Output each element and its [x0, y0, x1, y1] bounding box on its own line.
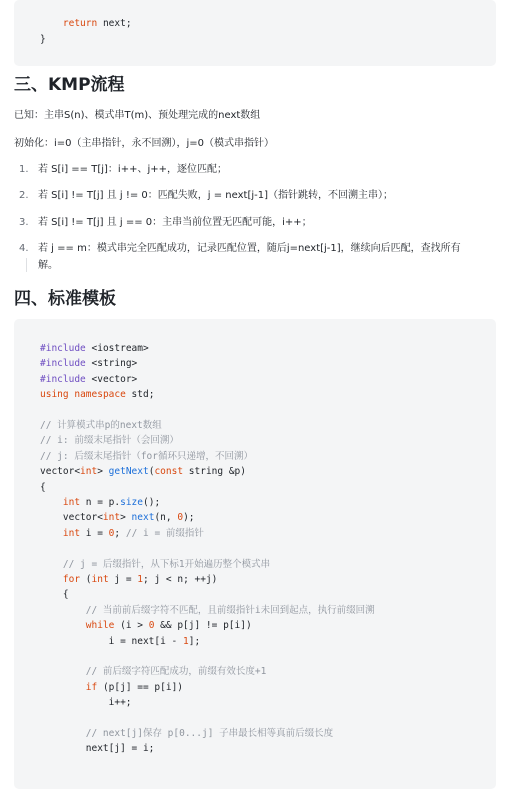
code-line	[40, 358, 137, 370]
code-line	[40, 620, 252, 632]
code-token: #include	[40, 358, 86, 370]
code-line	[40, 497, 160, 509]
code-token: }	[40, 33, 46, 45]
code-line	[40, 682, 183, 694]
code-token: if	[85, 681, 98, 693]
code-line	[40, 466, 246, 478]
code-token	[40, 574, 63, 585]
code-token: while	[85, 620, 115, 632]
code-token: n = p.	[80, 497, 121, 508]
code-token: 0	[177, 512, 184, 524]
code-token: >	[120, 512, 132, 524]
list-item-continuation: 解。	[38, 260, 58, 271]
code-block-main	[14, 319, 496, 789]
code-token: // j = 后缀指针，从下标1开始遍历整个模式串	[62, 558, 271, 570]
code-token: // 前后缀字符匹配成功，前缀有效长度+1	[85, 666, 267, 678]
code-line	[40, 697, 132, 709]
code-token: 0	[148, 620, 155, 632]
code-line	[40, 666, 266, 678]
code-token: >	[97, 466, 109, 478]
code-token: (i >	[114, 620, 149, 632]
code-token: i =	[80, 527, 109, 539]
init-paragraph: 初始化：i=0（主串指针，永不回溯），j=0（模式串指针）	[14, 138, 275, 149]
code-token: // 计算模式串p的next数组	[40, 420, 162, 431]
code-token: ();	[143, 497, 161, 508]
code-token: // i: 前缀末尾指针（会回溯）	[40, 435, 179, 447]
code-token: #include	[40, 373, 86, 385]
code-token	[40, 605, 86, 616]
code-token: int	[62, 497, 81, 508]
code-token: 0	[108, 527, 115, 539]
code-token: (p[j] == p[i])	[97, 681, 184, 693]
code-token: namespace	[74, 389, 126, 401]
code-token: const	[154, 466, 184, 478]
code-token: int	[91, 574, 109, 585]
code-line	[40, 420, 162, 432]
code-token: int	[102, 512, 121, 524]
code-token: int	[80, 466, 98, 478]
list-item: 若 S[i] == T[j]：i++、j++，逐位匹配；	[38, 164, 227, 175]
code-token: 1	[183, 635, 189, 647]
code-token: string &p)	[183, 466, 246, 478]
known-paragraph: 已知：主串S(n)、模式串T(m)、预处理完成的next数组	[14, 110, 261, 121]
code-line	[40, 528, 204, 540]
code-token: // next[j]保存 p[0...j] 子串最长相等真前后缀长度	[85, 728, 334, 739]
code-token: {	[40, 589, 69, 601]
code-token: 1	[137, 574, 144, 585]
code-token: i++;	[40, 697, 132, 709]
code-token: int	[62, 527, 81, 539]
code-block-top	[14, 0, 496, 66]
code-token: i = next[i -	[40, 635, 183, 647]
code-token: {	[40, 481, 46, 493]
code-token: // i = 前缀指针	[125, 527, 204, 539]
code-token: ;	[114, 527, 126, 539]
list-item-number: 3.	[19, 217, 29, 228]
code-token	[40, 559, 63, 570]
code-token: <string>	[91, 358, 138, 370]
section-title-kmp-process: 三、KMP流程	[14, 75, 125, 95]
code-token: ];	[188, 635, 201, 647]
list-item-number: 2.	[19, 190, 29, 201]
section-title-standard-template: 四、标准模板	[14, 289, 116, 309]
code-token: return	[62, 18, 98, 29]
code-line	[40, 574, 217, 586]
list-item: 若 j == m：模式串完全匹配成功，记录匹配位置，随后j=next[j-1]，继续向后匹配，查找所有	[38, 243, 461, 254]
code-line	[40, 374, 137, 386]
code-token: <iostream>	[91, 343, 149, 354]
code-line	[40, 451, 253, 463]
code-line	[40, 728, 333, 740]
code-line	[40, 435, 179, 447]
code-line	[40, 482, 46, 494]
code-token: #include	[40, 343, 86, 354]
code-token: ; j < n; ++j)	[143, 574, 218, 585]
code-token: (	[80, 574, 92, 585]
list-item-number: 4.	[19, 243, 29, 254]
list-item: 若 S[i] != T[j] 且 j == 0：主串当前位置无匹配可能，i++；	[38, 217, 312, 228]
code-line	[40, 343, 149, 355]
code-token: getNext	[108, 466, 149, 478]
code-token	[40, 682, 86, 693]
code-line	[40, 389, 154, 401]
code-token	[40, 666, 86, 677]
code-token: next[j] = i;	[40, 743, 155, 755]
code-line	[40, 18, 132, 30]
code-token: (n,	[154, 512, 178, 524]
code-token: for	[62, 574, 81, 585]
code-line	[40, 605, 375, 617]
code-token	[40, 728, 86, 739]
code-line	[40, 512, 195, 524]
list-indent-guide	[26, 258, 27, 272]
code-token: <vector>	[91, 373, 138, 385]
code-token: // j: 后缀末尾指针（for循环只递增，不回溯）	[40, 450, 253, 462]
list-item-number: 1.	[19, 164, 29, 175]
code-token	[40, 620, 86, 631]
code-token	[40, 528, 63, 539]
code-line	[40, 743, 154, 755]
code-token: // 当前前后缀字符不匹配，且前缀指针i未回到起点，执行前缀回溯	[85, 604, 375, 616]
code-token: vector<	[40, 512, 103, 524]
code-token: size	[120, 497, 143, 508]
code-token: && p[j] != p[i])	[154, 620, 252, 632]
code-token: (	[148, 466, 155, 478]
list-item: 若 S[i] != T[j] 且 j != 0：匹配失败，j = next[j-1]（指针跳转，不回溯主串）；	[38, 190, 394, 201]
code-line	[40, 636, 200, 648]
code-token: using	[40, 389, 69, 401]
code-line	[40, 589, 69, 601]
code-token	[40, 497, 63, 508]
code-token: );	[183, 512, 195, 524]
code-token: j =	[108, 574, 138, 585]
code-token	[40, 18, 63, 29]
code-token: vector<	[40, 466, 81, 478]
code-line	[40, 34, 46, 46]
code-token: next	[131, 512, 155, 524]
code-line	[40, 559, 270, 571]
code-token: next;	[97, 18, 132, 29]
code-token: std;	[125, 389, 155, 401]
